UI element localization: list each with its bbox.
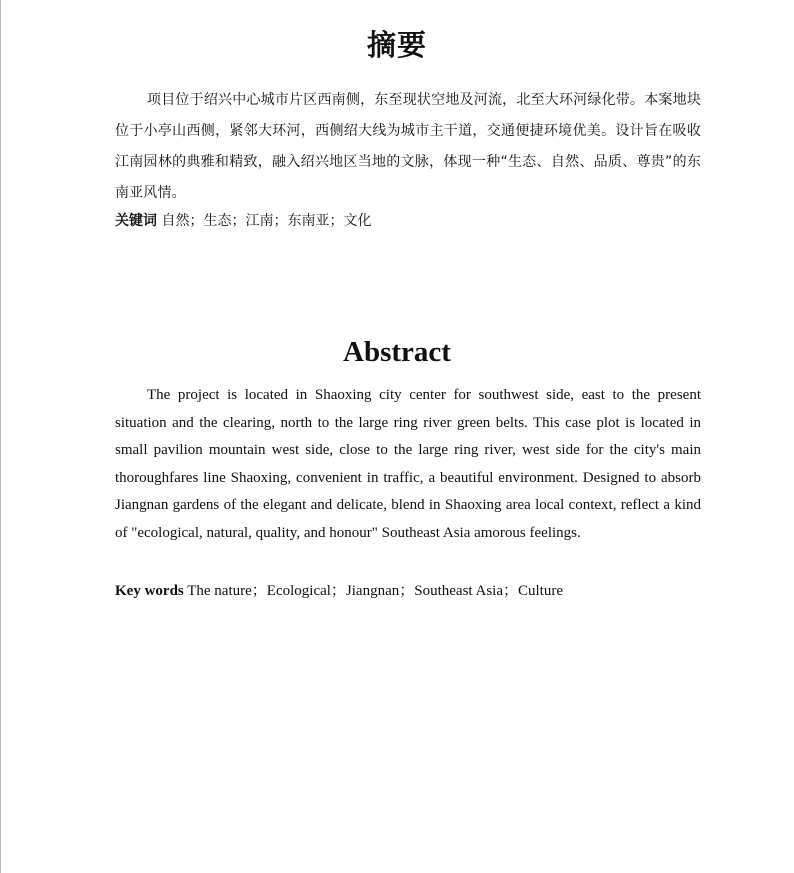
english-abstract-paragraph: The project is located in Shaoxing city center for southwest side, east to the present situation and the clearing, north to the large ring river green belts. This case plot is located in small pavilion mountain west side, close to the large ring river, west side for the city's main thoroughfares line Shaoxing, convenient in traffic, a beautiful environment. Designed to absorb Jiangnan gardens of the elegant and delicate, blend in Shaoxing area local context, reflect a kind of "ecological, natural, quality, and honour" Southeast Asia amorous feelings.: [115, 387, 701, 541]
chinese-keywords-values: 自然；生态；江南；东南亚；文化: [161, 213, 372, 229]
english-abstract-title: Abstract: [343, 336, 451, 368]
english-keywords-label: Key words: [115, 583, 184, 599]
chinese-keywords-label: 关键词: [115, 213, 157, 229]
chinese-keywords-line: [115, 209, 705, 233]
page-left-border: [0, 0, 1, 873]
english-keywords-values: The nature；Ecological；Jiangnan；Southeast Asia；Culture: [187, 583, 563, 599]
english-keywords-line: [115, 579, 705, 603]
chinese-abstract-paragraph: 项目位于绍兴中心城市片区西南侧，东至现状空地及河流，北至大环河绿化带。本案地块位于小亭山西侧，紧邻大环河，西侧绍大线为城市主干道，交通便捷环境优美。设计旨在吸收江南园林的典雅和精致，融入绍兴地区当地的文脉，体现一种“生态、自然、品质、尊贵”的东南亚风情。: [115, 92, 701, 201]
chinese-abstract-title: 摘要: [366, 28, 427, 62]
